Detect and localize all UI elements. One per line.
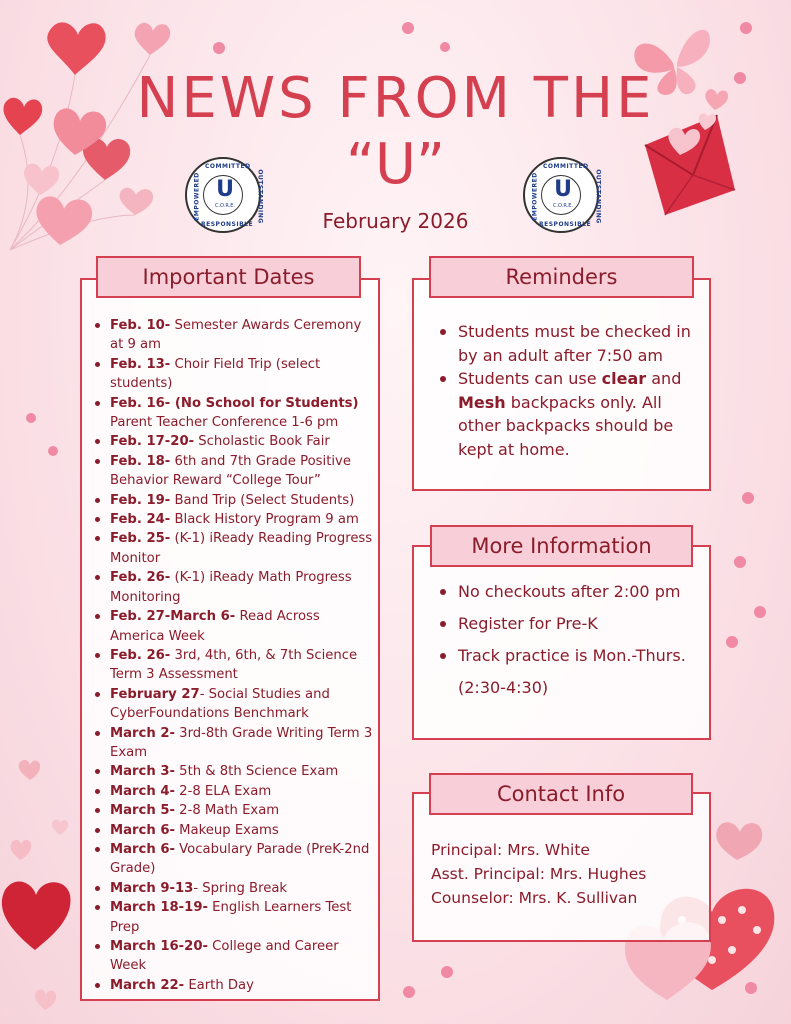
seal-bottom-text: RESPONSIBLE — [539, 221, 592, 228]
newsletter-date: February 2026 — [322, 209, 469, 233]
list-item: March 9-13- Spring Break — [92, 879, 378, 898]
list-item: Feb. 17-20- Scholastic Book Fair — [92, 432, 378, 451]
reminders-heading: Reminders — [429, 256, 694, 298]
decorative-dot — [403, 986, 415, 998]
list-item: March 18-19- English Learners Test Prep — [92, 898, 378, 937]
decorative-dot — [26, 413, 36, 423]
list-item: March 6- Makeup Exams — [92, 821, 378, 840]
list-item: Feb. 26- (K-1) iReady Math Progress Monitoring — [92, 568, 378, 607]
more-information-list — [438, 576, 700, 704]
decorative-dot — [726, 636, 738, 648]
list-item: Feb. 16- (No School for Students) Parent Teacher Conference 1-6 pm — [92, 394, 378, 433]
more-information-heading: More Information — [430, 525, 693, 567]
principal-line: Principal: Mrs. White — [431, 841, 590, 859]
list-item: March 4- 2-8 ELA Exam — [92, 782, 378, 801]
seal-top-text: COMMITTED — [543, 163, 589, 170]
list-item: Track practice is Mon.-Thurs. (2:30-4:30) — [438, 640, 700, 704]
list-item: Feb. 25- (K-1) iReady Reading Progress Monitor — [92, 529, 378, 568]
seal-letter: U — [216, 177, 234, 202]
list-item: No checkouts after 2:00 pm — [438, 576, 700, 608]
page-title-u: “U” — [345, 132, 445, 197]
important-dates-list — [92, 316, 378, 995]
decorative-dot — [48, 446, 58, 456]
list-item: Students must be checked in by an adult after 7:50 am — [438, 320, 700, 367]
list-item: Feb. 18- 6th and 7th Grade Positive Behavior Reward “College Tour” — [92, 452, 378, 491]
list-item: Feb. 27-March 6- Read Across America Week — [92, 607, 378, 646]
reminders-list — [438, 320, 700, 461]
list-item: March 16-20- College and Career Week — [92, 937, 378, 976]
counselor-line: Counselor: Mrs. K. Sullivan — [431, 889, 638, 907]
decorative-dot — [740, 22, 752, 34]
hearts-bottom-left-decoration — [0, 740, 85, 1024]
decorative-dot — [734, 556, 746, 568]
seal-left-text: EMPOWERED — [193, 172, 201, 221]
seal-core-text: C.O.R.E. — [214, 203, 236, 209]
decorative-dot — [441, 966, 453, 978]
list-item: Feb. 24- Black History Program 9 am — [92, 510, 378, 529]
decorative-dot — [742, 492, 754, 504]
decorative-dot — [440, 42, 450, 52]
list-item: Register for Pre-K — [438, 608, 700, 640]
list-item: March 6- Vocabulary Parade (PreK-2nd Grade) — [92, 840, 378, 879]
list-item: Feb. 19- Band Trip (Select Students) — [92, 491, 378, 510]
seal-bottom-text: RESPONSIBLE — [201, 221, 254, 228]
school-seal-logo-right — [523, 157, 602, 233]
decorative-dot — [213, 42, 225, 54]
seal-left-text: EMPOWERED — [531, 172, 539, 221]
important-dates-heading: Important Dates — [96, 256, 361, 298]
contact-info-heading: Contact Info — [429, 773, 693, 815]
contact-info-lines — [431, 838, 701, 910]
seal-core-text: C.O.R.E. — [552, 203, 574, 209]
asst-principal-line: Asst. Principal: Mrs. Hughes — [431, 865, 647, 883]
list-item: March 22- Earth Day — [92, 976, 378, 995]
seal-letter: U — [554, 177, 572, 202]
decorative-dot — [402, 22, 414, 34]
list-item: Feb. 26- 3rd, 4th, 6th, & 7th Science Term 3 Assessment — [92, 646, 378, 685]
page-title: NEWS FROM THE — [136, 66, 655, 131]
school-seal-logo-left — [185, 157, 264, 233]
decorative-dot — [745, 982, 757, 994]
list-item: Students can use clear and Mesh backpacks only. All other backpacks should be kept at home. — [438, 367, 700, 461]
list-item: February 27- Social Studies and CyberFoundations Benchmark — [92, 685, 378, 724]
seal-right-text: OUTSTANDING — [594, 169, 602, 224]
decorative-dot — [754, 606, 766, 618]
list-item: March 3- 5th & 8th Science Exam — [92, 762, 378, 781]
list-item: Feb. 13- Choir Field Trip (select students) — [92, 355, 378, 394]
list-item: Feb. 10- Semester Awards Ceremony at 9 am — [92, 316, 378, 355]
list-item: March 5- 2-8 Math Exam — [92, 801, 378, 820]
seal-top-text: COMMITTED — [205, 163, 251, 170]
seal-right-text: OUTSTANDING — [256, 169, 264, 224]
list-item: March 2- 3rd-8th Grade Writing Term 3 Exam — [92, 724, 378, 763]
